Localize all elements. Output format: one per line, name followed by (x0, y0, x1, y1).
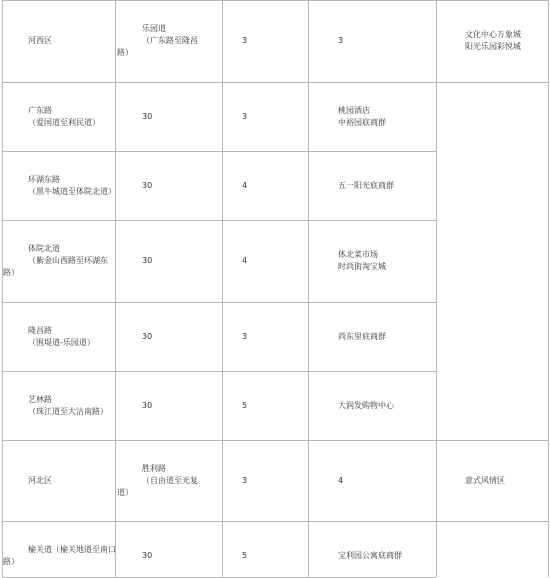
table-cell-text: （自由道至光复 (142, 476, 198, 485)
table-column-divider (2, 0, 3, 577)
table-column-divider (436, 0, 437, 577)
table-cell-text: （珠江道至大沽南路） (28, 407, 108, 416)
table-cell-text: 宝利园公寓底商群 (338, 551, 402, 560)
table-cell-text: 大润发购物中心 (338, 401, 394, 410)
table-cell-text: 胜利路 (142, 464, 166, 473)
table-cell-text: 尚东里底商群 (338, 332, 386, 341)
table-cell-text: 时尚街淘宝城 (338, 262, 386, 271)
table-row-divider (2, 371, 436, 372)
table-cell-text: 环湖东路 (28, 175, 60, 184)
table-cell-text: （围堤道-乐园道） (28, 338, 95, 347)
table-cell-text: 30 (142, 256, 153, 265)
table-cell-text: 30 (142, 551, 153, 560)
table-row-divider (2, 302, 436, 303)
table-cell-text: 路） (3, 268, 19, 277)
table-cell-text: 30 (142, 181, 153, 190)
table-cell-text: 五一阳光底商群 (338, 181, 394, 190)
table-cell-text: 5 (242, 401, 248, 410)
table-cell-text: 艺林路 (28, 395, 52, 404)
table-cell-text: 桃园酒店 (338, 106, 370, 115)
table-cell-text: 榆关道（榆关地道至南口 (28, 545, 116, 554)
table-column-divider (115, 0, 116, 577)
table-cell-text: 体院北道 (28, 244, 60, 253)
table-cell-text: （爱国道至利民道） (28, 118, 100, 127)
table-column-divider (308, 0, 309, 577)
table-cell-text: 4 (242, 181, 248, 190)
table-cell-text: 意式风情区 (465, 476, 505, 485)
table-cell-text: 4 (242, 256, 248, 265)
table-column-divider (222, 0, 223, 577)
table-cell-text: 30 (142, 332, 153, 341)
table-cell-text: 隆昌路 (28, 326, 52, 335)
table-cell-text: 路） (117, 48, 133, 57)
table-cell-text: 3 (338, 36, 344, 45)
table-row-divider (2, 151, 436, 152)
table-cell-text: （紫金山西路至环湖东 (28, 256, 108, 265)
table-cell-text: 30 (142, 401, 153, 410)
table-cell-text: （广东路至隆昌 (142, 36, 198, 45)
table-row-divider (2, 82, 548, 83)
table-cell-text: 30 (142, 112, 153, 121)
table-cell-text: （黑牛城道至体院北道） (28, 187, 116, 196)
table-cell-text: 文化中心万象城 (465, 30, 521, 39)
table-cell-text: 路） (3, 557, 19, 566)
table-cell-text: 乐园道 (142, 24, 166, 33)
table-cell-text: 5 (242, 551, 248, 560)
table-cell-text: 阳光乐园彩悦城 (465, 42, 521, 51)
table-cell-text: 3 (242, 476, 248, 485)
table-cell-text: 河北区 (28, 476, 52, 485)
table-cell-text: 3 (242, 112, 248, 121)
table-row-divider (2, 220, 436, 221)
table-cell-text: 河西区 (28, 36, 52, 45)
table-column-divider (548, 0, 549, 577)
table-row-divider (2, 440, 548, 441)
table-cell-text: 3 (242, 36, 248, 45)
table-row-divider (2, 0, 548, 1)
table-cell-text: 4 (338, 476, 344, 485)
table-cell-text: 道） (117, 488, 133, 497)
table-cell-text: 体北菜市场 (338, 250, 378, 259)
table-row-divider (2, 521, 548, 522)
table-cell-text: 广东路 (28, 106, 52, 115)
table-cell-text: 3 (242, 332, 248, 341)
table-cell-text: 中裕园底商群 (338, 118, 386, 127)
